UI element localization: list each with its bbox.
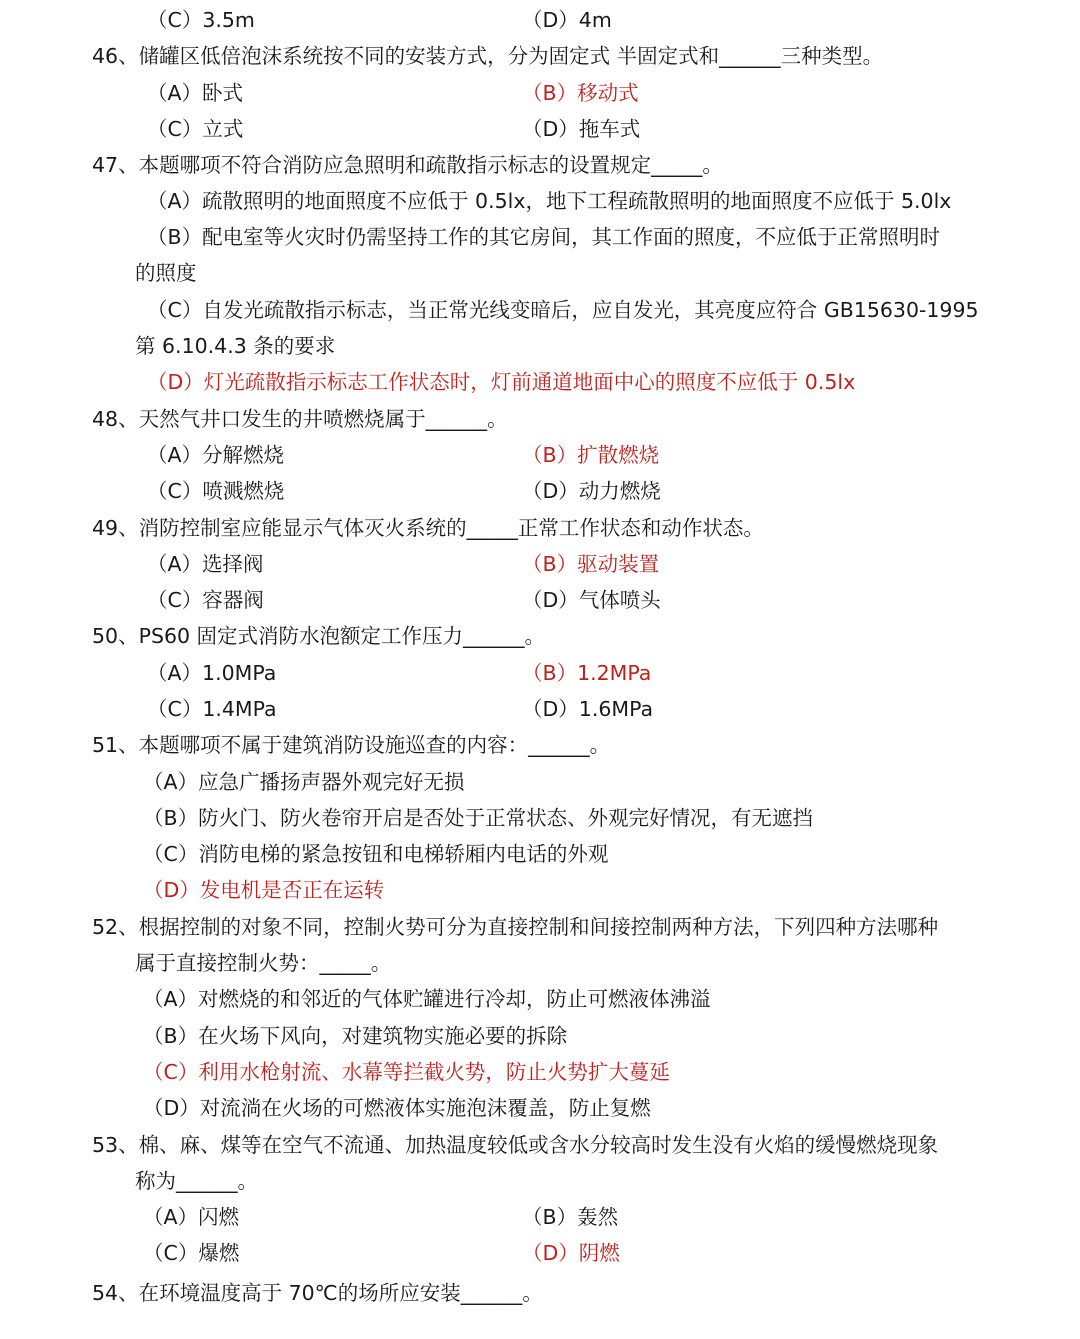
q51-option-b: （B）防火门、防火卷帘开启是否处于正常状态、外观完好情况，有无遮挡 <box>143 806 814 830</box>
q53-option-d-answer: （D）阴燃 <box>522 1241 620 1265</box>
q47-option-c-continued: 第 6.10.4.3 条的要求 <box>135 334 336 358</box>
q46-option-c: （C）立式 <box>147 117 244 141</box>
q46-option-b-answer: （B）移动式 <box>522 81 639 105</box>
q50-option-d: （D）1.6MPa <box>522 697 654 721</box>
q48-option-a: （A）分解燃烧 <box>147 443 285 467</box>
q52-stem: 52、根据控制的对象不同，控制火势可分为直接控制和间接控制两种方法，下列四种方法哪种 <box>92 915 939 939</box>
q52-option-a: （A）对燃烧的和邻近的气体贮罐进行冷却，防止可燃液体沸溢 <box>143 987 711 1011</box>
q53-option-b: （B）轰然 <box>522 1205 619 1229</box>
q50-stem: 50、PS60 固定式消防水泡额定工作压力______。 <box>92 624 546 648</box>
q47-option-b: （B）配电室等火灾时仍需坚持工作的其它房间，其工作面的照度，不应低于正常照明时 <box>147 225 941 249</box>
q47-stem: 47、本题哪项不符合消防应急照明和疏散指示标志的设置规定_____。 <box>92 153 723 177</box>
q53-option-a: （A）闪燃 <box>143 1205 240 1229</box>
q52-stem-continued: 属于直接控制火势：_____。 <box>135 951 392 975</box>
q50-option-a: （A）1.0MPa <box>147 661 277 685</box>
q50-option-c: （C）1.4MPa <box>147 697 277 721</box>
q53-stem: 53、棉、麻、煤等在空气不流通、加热温度较低或含水分较高时发生没有火焰的缓慢燃烧现象 <box>92 1133 939 1157</box>
q48-option-b-answer: （B）扩散燃烧 <box>522 443 660 467</box>
q49-option-c: （C）容器阀 <box>147 588 264 612</box>
q52-option-b: （B）在火场下风向，对建筑物实施必要的拆除 <box>143 1024 568 1048</box>
q48-stem: 48、天然气井口发生的井喷燃烧属于______。 <box>92 407 508 431</box>
q48-option-c: （C）喷溅燃烧 <box>147 479 285 503</box>
q46-stem: 46、储罐区低倍泡沫系统按不同的安装方式，分为固定式 半固定式和______三种类型。 <box>92 44 884 68</box>
q50-option-b-answer: （B）1.2MPa <box>522 661 652 685</box>
q51-option-c: （C）消防电梯的紧急按钮和电梯轿厢内电话的外观 <box>143 842 609 866</box>
q49-stem: 49、消防控制室应能显示气体灭火系统的_____正常工作状态和动作状态。 <box>92 516 764 540</box>
q47-option-b-continued: 的照度 <box>135 261 197 285</box>
q47-option-d-answer: （D）灯光疏散指示标志工作状态时，灯前通道地面中心的照度不应低于 0.5lx <box>147 370 856 394</box>
q46-option-d: （D）拖车式 <box>522 117 641 141</box>
q45-option-d: （D）4m <box>522 8 612 32</box>
q52-option-c-answer: （C）利用水枪射流、水幕等拦截火势，防止火势扩大蔓延 <box>143 1060 670 1084</box>
q54-stem: 54、在环境温度高于 70℃的场所应安装______。 <box>92 1281 543 1305</box>
q51-option-a: （A）应急广播扬声器外观完好无损 <box>143 770 465 794</box>
q52-option-d: （D）对流淌在火场的可燃液体实施泡沫覆盖，防止复燃 <box>143 1096 651 1120</box>
q48-option-d: （D）动力燃烧 <box>522 479 661 503</box>
q46-option-a: （A）卧式 <box>147 81 244 105</box>
q53-stem-continued: 称为______。 <box>135 1169 258 1193</box>
q51-stem: 51、本题哪项不属于建筑消防设施巡查的内容：______。 <box>92 733 611 757</box>
q49-option-b-answer: （B）驱动装置 <box>522 552 660 576</box>
q47-option-a: （A）疏散照明的地面照度不应低于 0.5lx，地下工程疏散照明的地面照度不应低于 5.0lx <box>147 189 952 213</box>
q49-option-a: （A）选择阀 <box>147 552 264 576</box>
q45-option-c: （C）3.5m <box>147 8 255 32</box>
q49-option-d: （D）气体喷头 <box>522 588 661 612</box>
q51-option-d-answer: （D）发电机是否正在运转 <box>143 878 385 902</box>
q53-option-c: （C）爆燃 <box>143 1241 240 1265</box>
q47-option-c: （C）自发光疏散指示标志，当正常光线变暗后，应自发光，其亮度应符合 GB15630-1995 <box>147 298 979 322</box>
